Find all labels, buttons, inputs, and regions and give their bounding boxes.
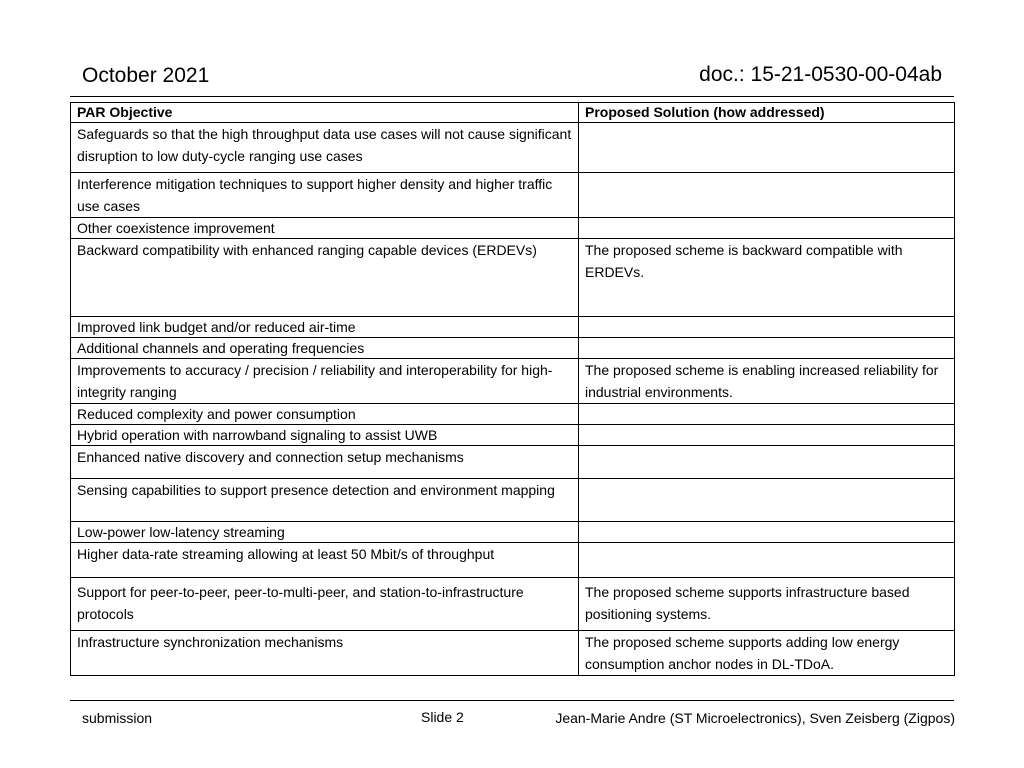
solution-cell	[579, 446, 955, 479]
table-row	[71, 522, 955, 543]
objective-cell: Other coexistence improvement	[71, 218, 579, 239]
header-divider	[70, 96, 954, 97]
objective-cell: Interference mitigation techniques to support higher density and higher traffic use cases	[71, 173, 579, 218]
table-row	[71, 631, 955, 676]
solution-cell	[579, 425, 955, 446]
table-row	[71, 425, 955, 446]
solution-cell: The proposed scheme is backward compatible with ERDEVs.	[579, 239, 955, 317]
header-date: October 2021	[82, 64, 210, 87]
table-row	[71, 173, 955, 218]
solution-cell: The proposed scheme supports infrastructure based positioning systems.	[579, 578, 955, 631]
table-row	[71, 317, 955, 338]
objective-cell: Support for peer-to-peer, peer-to-multi-peer, and station-to-infrastructure protocols	[71, 578, 579, 631]
table-row	[71, 218, 955, 239]
table-row	[71, 479, 955, 522]
objective-cell: Low-power low-latency streaming	[71, 522, 579, 543]
header-doc-number: doc.: 15-21-0530-00-04ab	[699, 63, 942, 86]
objective-cell: Backward compatibility with enhanced ranging capable devices (ERDEVs)	[71, 239, 579, 317]
solution-cell: The proposed scheme is enabling increased reliability for industrial environments.	[579, 359, 955, 404]
solution-cell: The proposed scheme supports adding low energy consumption anchor nodes in DL-TDoA.	[579, 631, 955, 676]
table-row	[71, 123, 955, 173]
objective-cell: Improved link budget and/or reduced air-time	[71, 317, 579, 338]
objective-cell: Improvements to accuracy / precision / reliability and interoperability for high-integrity ranging	[71, 359, 579, 404]
solution-cell	[579, 404, 955, 425]
solution-cell	[579, 317, 955, 338]
footer-authors: Jean-Marie Andre (ST Microelectronics), Sven Zeisberg (Zigpos)	[555, 710, 955, 726]
par-objectives-table	[70, 102, 955, 676]
objective-cell: Reduced complexity and power consumption	[71, 404, 579, 425]
objective-cell: Higher data-rate streaming allowing at least 50 Mbit/s of throughput	[71, 543, 579, 578]
solution-cell	[579, 338, 955, 359]
objective-cell: Sensing capabilities to support presence detection and environment mapping	[71, 479, 579, 522]
objective-cell: Enhanced native discovery and connection setup mechanisms	[71, 446, 579, 479]
footer-submission: submission	[82, 710, 153, 726]
footer-slide-number: Slide 2	[421, 709, 464, 725]
objective-cell: Infrastructure synchronization mechanisms	[71, 631, 579, 676]
table-row	[71, 578, 955, 631]
objective-cell: Hybrid operation with narrowband signaling to assist UWB	[71, 425, 579, 446]
table-row	[71, 543, 955, 578]
table-row	[71, 239, 955, 317]
table-row	[71, 338, 955, 359]
table-row	[71, 359, 955, 404]
column-header-solution: Proposed Solution (how addressed)	[579, 103, 955, 123]
objective-cell: Safeguards so that the high throughput data use cases will not cause significant disruption to low duty-cycle ranging use cases	[71, 123, 579, 173]
solution-cell	[579, 218, 955, 239]
solution-cell	[579, 543, 955, 578]
column-header-objective: PAR Objective	[71, 103, 579, 123]
table-header-row	[71, 103, 955, 123]
solution-cell	[579, 479, 955, 522]
objective-cell: Additional channels and operating frequencies	[71, 338, 579, 359]
table-row	[71, 404, 955, 425]
solution-cell	[579, 522, 955, 543]
solution-cell	[579, 173, 955, 218]
solution-cell	[579, 123, 955, 173]
table-row	[71, 446, 955, 479]
footer-divider	[70, 700, 954, 701]
